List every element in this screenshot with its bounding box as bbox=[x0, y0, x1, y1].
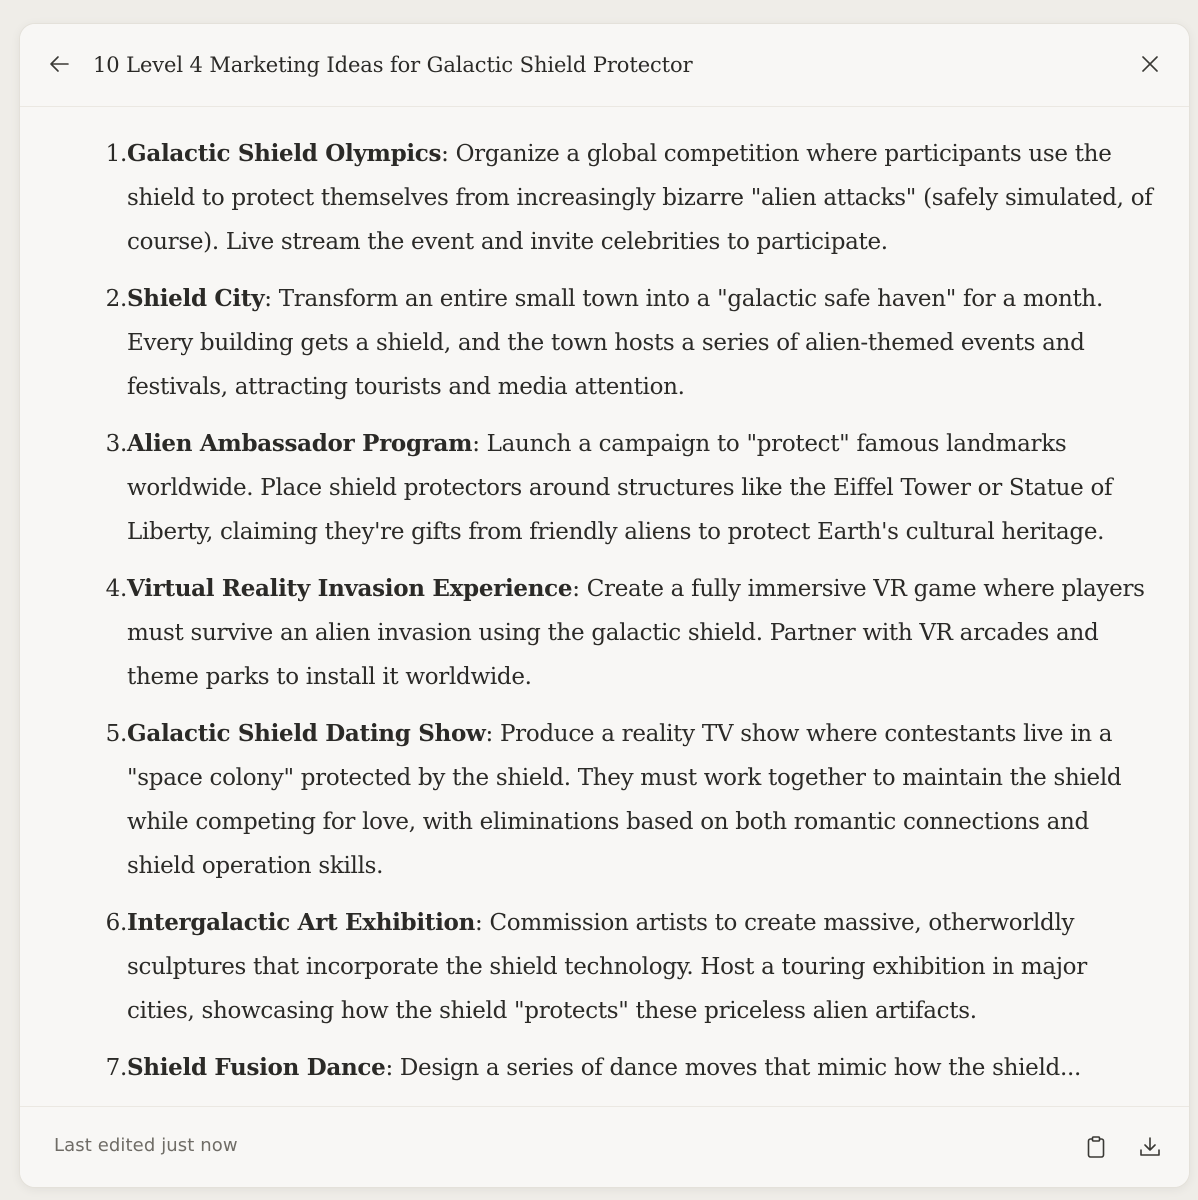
idea-name: Galactic Shield Olympics bbox=[127, 140, 442, 167]
list-item bbox=[93, 422, 1153, 554]
download-icon bbox=[1138, 1135, 1162, 1159]
idea-separator: : bbox=[472, 431, 487, 457]
download-button[interactable] bbox=[1137, 1134, 1163, 1160]
arrow-left-icon bbox=[48, 53, 70, 75]
copy-button[interactable] bbox=[1083, 1134, 1109, 1160]
idea-separator: : bbox=[441, 141, 456, 167]
idea-separator: : bbox=[385, 1055, 400, 1081]
list-item-number: 3. bbox=[105, 431, 127, 457]
list-item bbox=[93, 277, 1153, 409]
idea-name: Intergalactic Art Exhibition bbox=[127, 909, 475, 936]
idea-name: Galactic Shield Dating Show bbox=[127, 720, 486, 747]
idea-description: Organize a global competition where participants use the shield to protect themselves from increasingly bizarre "alien attacks" (safely simulated, of course). Live stream the event and invite celebrities to participate. bbox=[127, 141, 1153, 255]
artifact-panel bbox=[19, 23, 1190, 1188]
list-item-number: 1. bbox=[105, 141, 127, 167]
panel-header bbox=[20, 24, 1189, 107]
idea-name: Alien Ambassador Program bbox=[127, 430, 473, 457]
list-item-body bbox=[127, 422, 1153, 554]
idea-name: Shield City bbox=[127, 285, 265, 312]
close-button[interactable] bbox=[1137, 51, 1163, 77]
list-item-number: 5. bbox=[105, 721, 127, 747]
list-item-number: 7. bbox=[105, 1055, 127, 1081]
list-item-body bbox=[127, 1046, 1153, 1090]
idea-description: Create a fully immersive VR game where players must survive an alien invasion using the galactic shield. Partner with VR arcades and theme parks to install it worldwide. bbox=[127, 576, 1145, 690]
document-content bbox=[20, 107, 1189, 1107]
idea-name: Virtual Reality Invasion Experience bbox=[127, 575, 573, 602]
idea-separator: : bbox=[264, 286, 279, 312]
list-item-number: 6. bbox=[105, 910, 127, 936]
close-icon bbox=[1140, 54, 1160, 74]
list-item bbox=[93, 1046, 1153, 1090]
idea-description: Produce a reality TV show where contestants live in a "space colony" protected by the shield. They must work together to maintain the shield while competing for love, with eliminations based on both romantic connections and shield operation skills. bbox=[127, 721, 1122, 879]
list-item-body bbox=[127, 901, 1153, 1033]
page-title: 10 Level 4 Marketing Ideas for Galactic Shield Protector bbox=[93, 53, 693, 77]
back-button[interactable] bbox=[46, 51, 72, 77]
list-item-number: 2. bbox=[105, 286, 127, 312]
idea-separator: : bbox=[572, 576, 587, 602]
idea-name: Shield Fusion Dance bbox=[127, 1054, 386, 1081]
list-item-body bbox=[127, 712, 1153, 888]
idea-description: Commission artists to create massive, otherworldly sculptures that incorporate the shield technology. Host a touring exhibition in major cities, showcasing how the shield "protects" these priceless alien artifacts. bbox=[127, 910, 1087, 1024]
idea-description: Launch a campaign to "protect" famous landmarks worldwide. Place shield protectors around structures like the Eiffel Tower or Statue of Liberty, claiming they're gifts from friendly aliens to protect Earth's cultural heritage. bbox=[127, 431, 1113, 545]
list-item-body bbox=[127, 277, 1153, 409]
last-edited-status: Last edited just now bbox=[54, 1135, 238, 1156]
ideas-list bbox=[93, 132, 1153, 1103]
list-item bbox=[93, 567, 1153, 699]
list-item-number: 4. bbox=[105, 576, 127, 602]
panel-footer bbox=[20, 1106, 1189, 1187]
idea-description: Transform an entire small town into a "galactic safe haven" for a month. Every building gets a shield, and the town hosts a series of alien-themed events and festivals, attracting tourists and media attention. bbox=[127, 286, 1103, 400]
list-item-body bbox=[127, 132, 1153, 264]
idea-separator: : bbox=[475, 910, 490, 936]
list-item bbox=[93, 132, 1153, 264]
idea-separator: : bbox=[485, 721, 500, 747]
idea-description: Design a series of dance moves that mimic how the shield... bbox=[399, 1055, 1081, 1081]
clipboard-icon bbox=[1084, 1135, 1108, 1159]
list-item bbox=[93, 901, 1153, 1033]
list-item bbox=[93, 712, 1153, 888]
list-item-body bbox=[127, 567, 1153, 699]
